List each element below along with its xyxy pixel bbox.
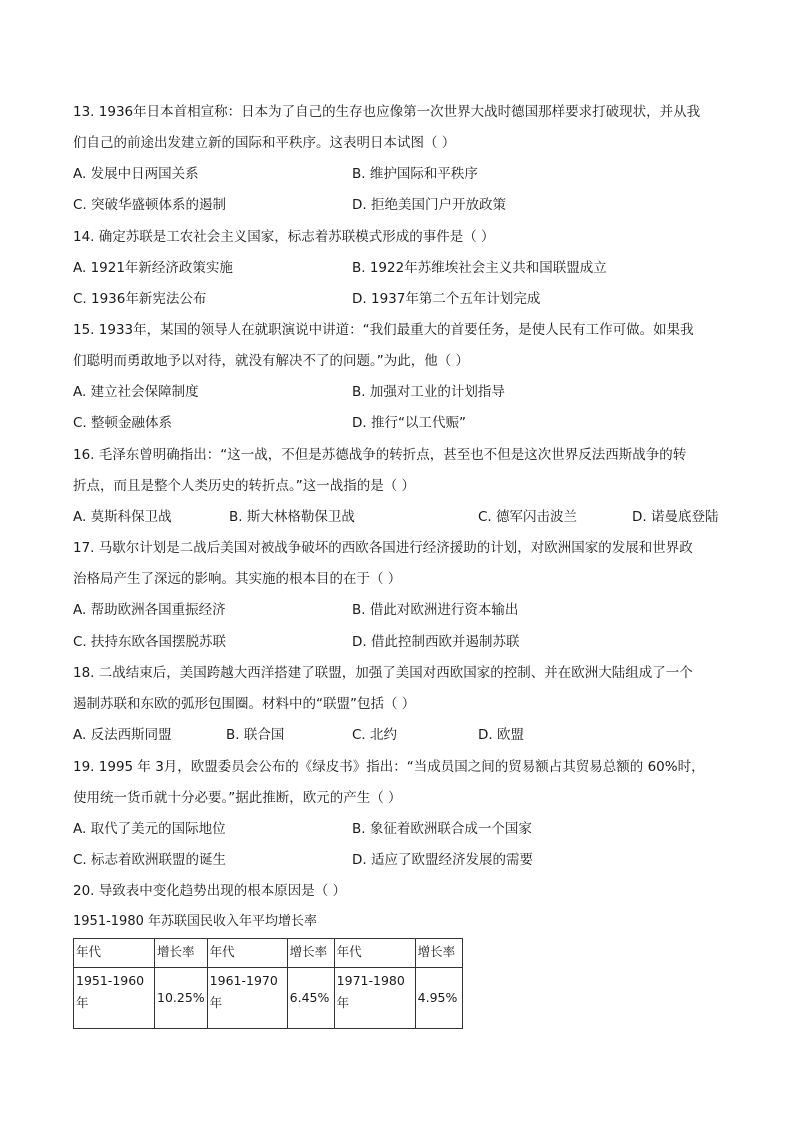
q18-option-b: B. 联合国 <box>226 727 285 743</box>
q15-stem-line2: 们聪明而勇敢地予以对待，就没有解决不了的问题。”为此，他（ ） <box>73 353 470 369</box>
q17-stem-line2: 治格局产生了深远的影响。其实施的根本目的在于（ ） <box>73 571 402 587</box>
q17-option-d: D. 借此控制西欧并遏制苏联 <box>352 634 520 650</box>
table-cell-period <box>74 968 155 1029</box>
q18-option-c: C. 北约 <box>352 727 398 743</box>
table-cell-period <box>334 968 415 1029</box>
q16-option-b: B. 斯大林格勒保卫战 <box>229 509 355 525</box>
q19-option-b: B. 象征着欧洲联合成一个国家 <box>352 821 532 837</box>
table-cell-period <box>207 968 287 1029</box>
growth-rate-table <box>73 938 463 1029</box>
q16-option-c: C. 德军闪击波兰 <box>478 509 578 525</box>
q13-option-c: C. 突破华盛顿体系的遏制 <box>73 197 227 213</box>
q15-option-a: A. 建立社会保障制度 <box>73 384 199 400</box>
q16-option-a: A. 莫斯科保卫战 <box>73 509 172 525</box>
q20-stem-line1: 20. 导致表中变化趋势出现的根本原因是（ ） <box>73 883 347 899</box>
q14-option-b: B. 1922年苏维埃社会主义共和国联盟成立 <box>352 260 607 276</box>
table-header-cell: 年代 <box>334 939 415 968</box>
q15-stem-line1: 15. 1933年，某国的领导人在就职演说中讲道：“我们最重大的首要任务，是使人民有工作可做。如果我 <box>73 322 694 338</box>
q19-option-d: D. 适应了欧盟经济发展的需要 <box>352 852 533 868</box>
table-header-cell: 增长率 <box>287 939 334 968</box>
q14-option-c: C. 1936年新宪法公布 <box>73 291 207 307</box>
q17-option-c: C. 扶持东欧各国摆脱苏联 <box>73 634 227 650</box>
table-cell-rate: 10.25% <box>155 968 208 1029</box>
q13-stem-line2: 们自己的前途出发建立新的国际和平秩序。这表明日本试图（ ） <box>73 135 456 151</box>
period-years: 1951-1960 <box>76 973 145 988</box>
q18-option-a: A. 反法西斯同盟 <box>73 727 172 743</box>
q17-stem-line1: 17. 马歇尔计划是二战后美国对被战争破坏的西欧各国进行经济援助的计划，对欧洲国家的发展和世界政 <box>73 540 693 556</box>
q15-option-c: C. 整顿金融体系 <box>73 415 173 431</box>
q18-stem-line1: 18. 二战结束后，美国跨越大西洋搭建了联盟，加强了美国对西欧国家的控制、并在欧洲大陆组成了一个 <box>73 665 693 681</box>
period-unit: 年 <box>209 995 223 1010</box>
table-header-cell: 增长率 <box>155 939 208 968</box>
q17-option-b: B. 借此对欧洲进行资本输出 <box>352 602 519 618</box>
table-cell-rate: 4.95% <box>415 968 462 1029</box>
q16-stem-line2: 折点，而且是整个人类历史的转折点。”这一战指的是（ ） <box>73 478 416 494</box>
q17-option-a: A. 帮助欧洲各国重振经济 <box>73 602 226 618</box>
period-unit: 年 <box>76 995 89 1010</box>
q18-stem-line2: 遏制苏联和东欧的弧形包围圈。材料中的“联盟”包括（ ） <box>73 696 416 712</box>
table-header-cell: 年代 <box>74 939 155 968</box>
table-cell-rate: 6.45% <box>287 968 334 1029</box>
period-years: 1961-1970 <box>209 973 278 988</box>
q13-option-b: B. 维护国际和平秩序 <box>352 166 478 182</box>
q19-option-c: C. 标志着欧洲联盟的诞生 <box>73 852 227 868</box>
q13-stem-line1: 13. 1936年日本首相宣称：日本为了自己的生存也应像第一次世界大战时德国那样要求打破现状，并从我 <box>73 104 701 120</box>
period-unit: 年 <box>336 995 350 1010</box>
q16-stem-line1: 16. 毛泽东曾明确指出：“这一战，不但是苏德战争的转折点，甚至也不但是这次世界反法西斯战争的转 <box>73 447 687 463</box>
q19-stem-line2: 使用统一货币就十分必要。”据此推断，欧元的产生（ ） <box>73 790 402 806</box>
q19-option-a: A. 取代了美元的国际地位 <box>73 821 226 837</box>
q15-option-b: B. 加强对工业的计划指导 <box>352 384 505 400</box>
q19-stem-line1: 19. 1995 年 3月，欧盟委员会公布的《绿皮书》指出：“当成员国之间的贸易额占其贸易总额的 60%时， <box>73 759 705 775</box>
q14-option-d: D. 1937年第二个五年计划完成 <box>352 291 541 307</box>
q16-option-d: D. 诺曼底登陆 <box>632 509 719 525</box>
q15-option-d: D. 推行“以工代赈” <box>352 415 466 431</box>
period-years: 1971-1980 <box>336 973 405 988</box>
table-header-cell: 增长率 <box>415 939 462 968</box>
q14-option-a: A. 1921年新经济政策实施 <box>73 260 233 276</box>
q18-option-d: D. 欧盟 <box>478 727 524 743</box>
q14-stem-line1: 14. 确定苏联是工农社会主义国家，标志着苏联模式形成的事件是（ ） <box>73 229 495 245</box>
q13-option-a: A. 发展中日两国关系 <box>73 166 199 182</box>
q20-table-caption: 1951-1980 年苏联国民收入年平均增长率 <box>73 914 317 929</box>
table-header-cell: 年代 <box>207 939 287 968</box>
table-row <box>74 968 463 1029</box>
table-header-row <box>74 939 463 968</box>
q13-option-d: D. 拒绝美国门户开放政策 <box>352 197 506 213</box>
